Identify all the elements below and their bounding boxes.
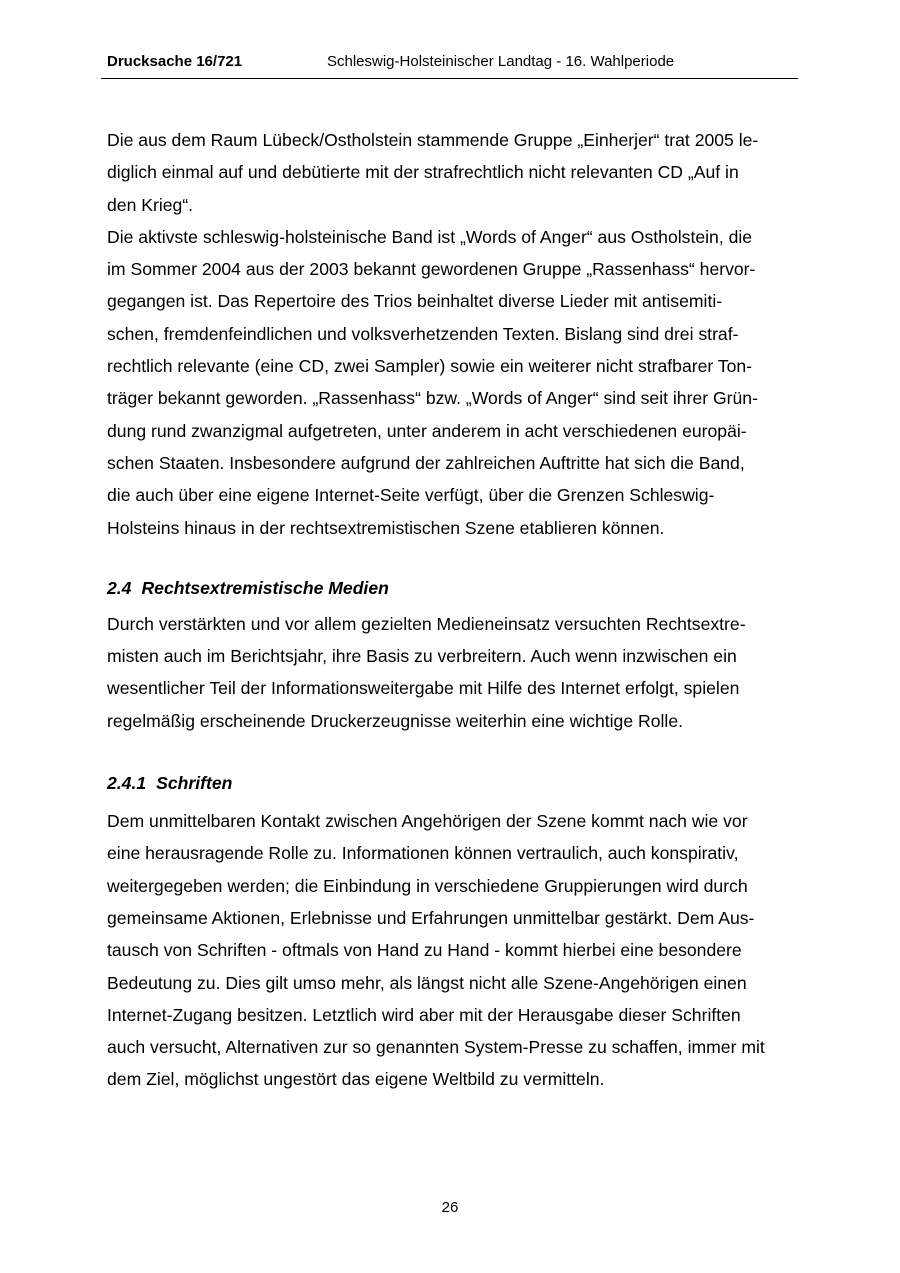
document-body (107, 124, 793, 1096)
document-reference: Drucksache 16/721 (107, 53, 243, 70)
section-title: Schriften (156, 773, 233, 794)
section-number: 2.4.1 (107, 773, 147, 794)
institution-title: Schleswig-Holsteinischer Landtag - 16. Wahlperiode (327, 53, 675, 70)
section-heading-2-4 (107, 572, 793, 604)
paragraph-medien: Durch verstärkten und vor allem gezielten Medieneinsatz versuchten Rechtsextre- misten auch im Berichtsjahr, ihre Basis zu verbreitern. Auch wenn inzwischen ein wesentlicher Teil der Informationsweitergabe mit Hilfe des Internet erfolgt, spielen regelmäßig erscheinende Druckerzeugnisse weiterhin eine wichtige Rolle. (107, 613, 746, 731)
section-heading-2-4-1 (107, 767, 793, 799)
section-title: Rechtsextremistische Medien (141, 577, 389, 598)
page-header (101, 50, 798, 79)
paragraph-words-of-anger: Die aktivste schleswig-holsteinische Band ist „Words of Anger“ aus Ostholstein, die im Sommer 2004 aus der 2003 bekannt gewordenen Gruppe „Rassenhass“ hervor- gegangen ist. Das Repertoire des Trios beinhaltet diverse Lieder mit antisemiti- schen, fremdenfeindlichen und volksverhetzenden Texten. Bislang sind drei straf- rechtlich relevante (eine CD, zwei Sampler) sowie ein weiterer nicht strafbarer Ton- träger bekannt geworden. „Rassenhass“ bzw. „Words of Anger“ sind seit ihrer Grün- dung rund zwanzigmal aufgetreten, unter anderem in acht verschiedenen europäi- schen Staaten. Insbesondere aufgrund der zahlreichen Auftritte hat sich die Band, die auch über eine eigene Internet-Seite verfügt, über die Grenzen Schleswig- Holsteins hinaus in der rechtsextremistischen Szene etablieren können. (107, 226, 758, 538)
section-number: 2.4 (107, 577, 132, 598)
page-number: 26 (441, 1199, 459, 1216)
paragraph-schriften: Dem unmittelbaren Kontakt zwischen Angehörigen der Szene kommt nach wie vor eine herausragende Rolle zu. Informationen können vertraulich, auch konspirativ, weitergegeben werden; die Einbindung in verschiedene Gruppierungen wird durch gemeinsame Aktionen, Erlebnisse und Erfahrungen unmittelbar gestärkt. Dem Aus- tausch von Schriften - oftmals von Hand zu Hand - kommt hierbei eine besondere Bedeutung zu. Dies gilt umso mehr, als längst nicht alle Szene-Angehörigen einen Internet-Zugang besitzen. Letztlich wird aber mit der Herausgabe dieser Schriften auch versucht, Alternativen zur so genannten System-Presse zu schaffen, immer mit dem Ziel, möglichst ungestört das eigene Weltbild zu vermitteln. (107, 811, 765, 1090)
paragraph-einherjer: Die aus dem Raum Lübeck/Ostholstein stammende Gruppe „Einherjer“ trat 2005 le- diglich einmal auf und debütierte mit der strafrechtlich nicht relevanten CD „Auf in den Krieg“. (107, 130, 759, 215)
